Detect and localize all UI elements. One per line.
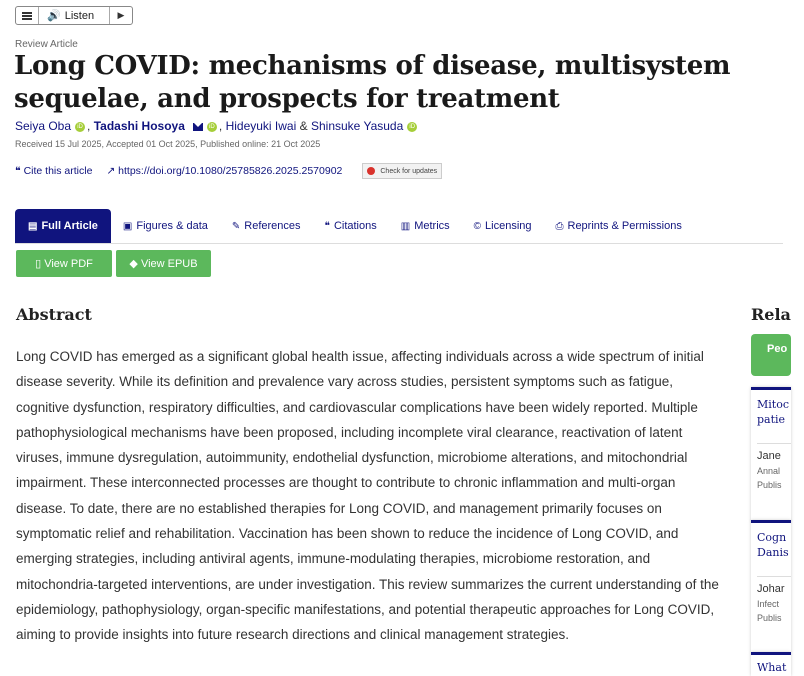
related-card[interactable] [751, 387, 791, 522]
tab-label: Reprints & Permissions [567, 220, 682, 232]
listen-widget[interactable] [15, 6, 133, 25]
external-link-icon: ↗ [106, 165, 116, 177]
crossmark-icon [367, 167, 375, 175]
listen-label: Listen [64, 9, 95, 22]
bar-chart-icon: ▥ [400, 220, 411, 232]
abstract-heading: Abstract [16, 305, 92, 324]
tab-label: Citations [333, 220, 377, 232]
related-card[interactable] [751, 520, 791, 653]
check-updates-label: Check for updates [380, 167, 438, 175]
related-card-published: Publis [757, 480, 782, 490]
tab-label: Metrics [414, 220, 450, 232]
cite-article-link[interactable] [15, 165, 92, 177]
related-card-author: Johar [757, 583, 785, 595]
title-line: Mitoc [757, 398, 789, 411]
author-link[interactable]: Seiya Oba [15, 119, 72, 133]
tab-label: References [244, 220, 301, 232]
view-epub-label: View EPUB [140, 257, 198, 270]
tab-metrics[interactable] [389, 209, 462, 243]
tab-citations[interactable] [313, 209, 389, 243]
view-pdf-label: View PDF [44, 257, 93, 270]
author-separator: , [87, 119, 91, 133]
divider [757, 576, 791, 577]
doi-text: https://doi.org/10.1080/25785826.2025.2570902 [118, 165, 343, 177]
author-list [15, 119, 419, 133]
title-line: Danis [757, 546, 789, 559]
title-line: patie [757, 413, 786, 426]
play-icon[interactable]: ▶ [109, 7, 132, 24]
code-icon: ◆ [129, 258, 138, 270]
cite-label: Cite this article [23, 165, 93, 177]
menu-icon[interactable] [16, 7, 39, 24]
file-icon: ▤ [28, 220, 38, 232]
related-heading: Rela [751, 305, 791, 324]
copyright-icon: © [473, 220, 482, 232]
check-updates-button[interactable] [362, 163, 442, 179]
listen-button[interactable] [39, 9, 109, 22]
related-card[interactable] [751, 652, 791, 676]
related-tab-people[interactable]: Peo [751, 334, 791, 376]
publication-dates: Received 15 Jul 2025, Accepted 01 Oct 2025, Published online: 21 Oct 2025 [15, 139, 321, 149]
tab-label: Licensing [485, 220, 532, 232]
tab-label: Full Article [41, 220, 98, 232]
divider [757, 443, 791, 444]
pdf-icon: ▯ [35, 258, 42, 270]
tab-reprints-permissions[interactable] [544, 209, 694, 243]
print-icon: ⎙ [555, 220, 564, 232]
orcid-icon[interactable]: iD [207, 122, 217, 132]
title-line: Cogn [757, 531, 787, 544]
author-link[interactable]: Tadashi Hosoya [93, 119, 185, 133]
article-tabs [15, 208, 783, 244]
tab-references[interactable] [220, 209, 313, 243]
author-link[interactable]: Hideyuki Iwai [225, 119, 297, 133]
author-link[interactable]: Shinsuke Yasuda [310, 119, 404, 133]
tab-figures-data[interactable] [111, 209, 220, 243]
orcid-icon[interactable]: iD [75, 122, 85, 132]
tab-full-article[interactable] [15, 209, 111, 243]
related-card-published: Publis [757, 613, 782, 623]
related-card-title[interactable] [751, 523, 791, 560]
quote-icon: ❝ [324, 220, 330, 232]
related-card-journal: Annal [757, 466, 781, 476]
image-icon: ▣ [122, 220, 133, 232]
related-card-title[interactable] [751, 390, 791, 427]
related-card-journal: Infect [757, 599, 780, 609]
mail-icon[interactable] [193, 123, 203, 131]
book-icon: ✎ [231, 220, 241, 232]
view-epub-button[interactable] [116, 250, 211, 277]
related-card-author: Jane [757, 450, 781, 462]
view-pdf-button[interactable] [16, 250, 112, 277]
related-card-title[interactable]: What [757, 661, 787, 674]
speaker-icon: 🔊 [47, 10, 61, 22]
author-separator: & [299, 119, 308, 133]
tab-label: Figures & data [136, 220, 208, 232]
article-title: Long COVID: mechanisms of disease, multisystem sequelae, and prospects for treatment [14, 51, 731, 114]
author-separator: , [218, 119, 223, 133]
doi-link[interactable] [106, 165, 342, 177]
meta-row [15, 163, 442, 179]
article-type: Review Article [15, 39, 78, 50]
orcid-icon[interactable]: iD [407, 122, 417, 132]
quote-icon: ❝ [15, 165, 21, 177]
tab-licensing[interactable] [462, 209, 544, 243]
abstract-text: Long COVID has emerged as a significant global health issue, affecting individuals across a wide spectrum of initial disease severity. While its definition and prevalence vary across studies, persistent symptoms such as fatigue, cognitive dysfunction, respiratory difficulties, and cardiovascular complications have been widely reported. Multiple pathophysiological mechanisms have been proposed, including incomplete viral clearance, reactivation of latent viruses, immune dysregulation, autoimmunity, endothelial dysfunction, microbiome alterations, and mitochondrial impairment. These interconnected processes are thought to contribute to chronic inflammation and multi-organ disease. To date, there are no established therapies for Long COVID, and management primarily focuses on symptomatic relief and rehabilitation. Vaccination has been shown to reduce the incidence of Long COVID, and emerging strategies, including antiviral agents, immune-modulating therapies, microbiome restoration, and mitochondria-targeted interventions, are under investigation. This review summarizes the current understanding of the epidemiology, pathophysiology, organ-specific manifestations, and potential therapeutic approaches for Long COVID, aiming to provide insights into future research directions and clinical management strategies. [16, 349, 719, 643]
